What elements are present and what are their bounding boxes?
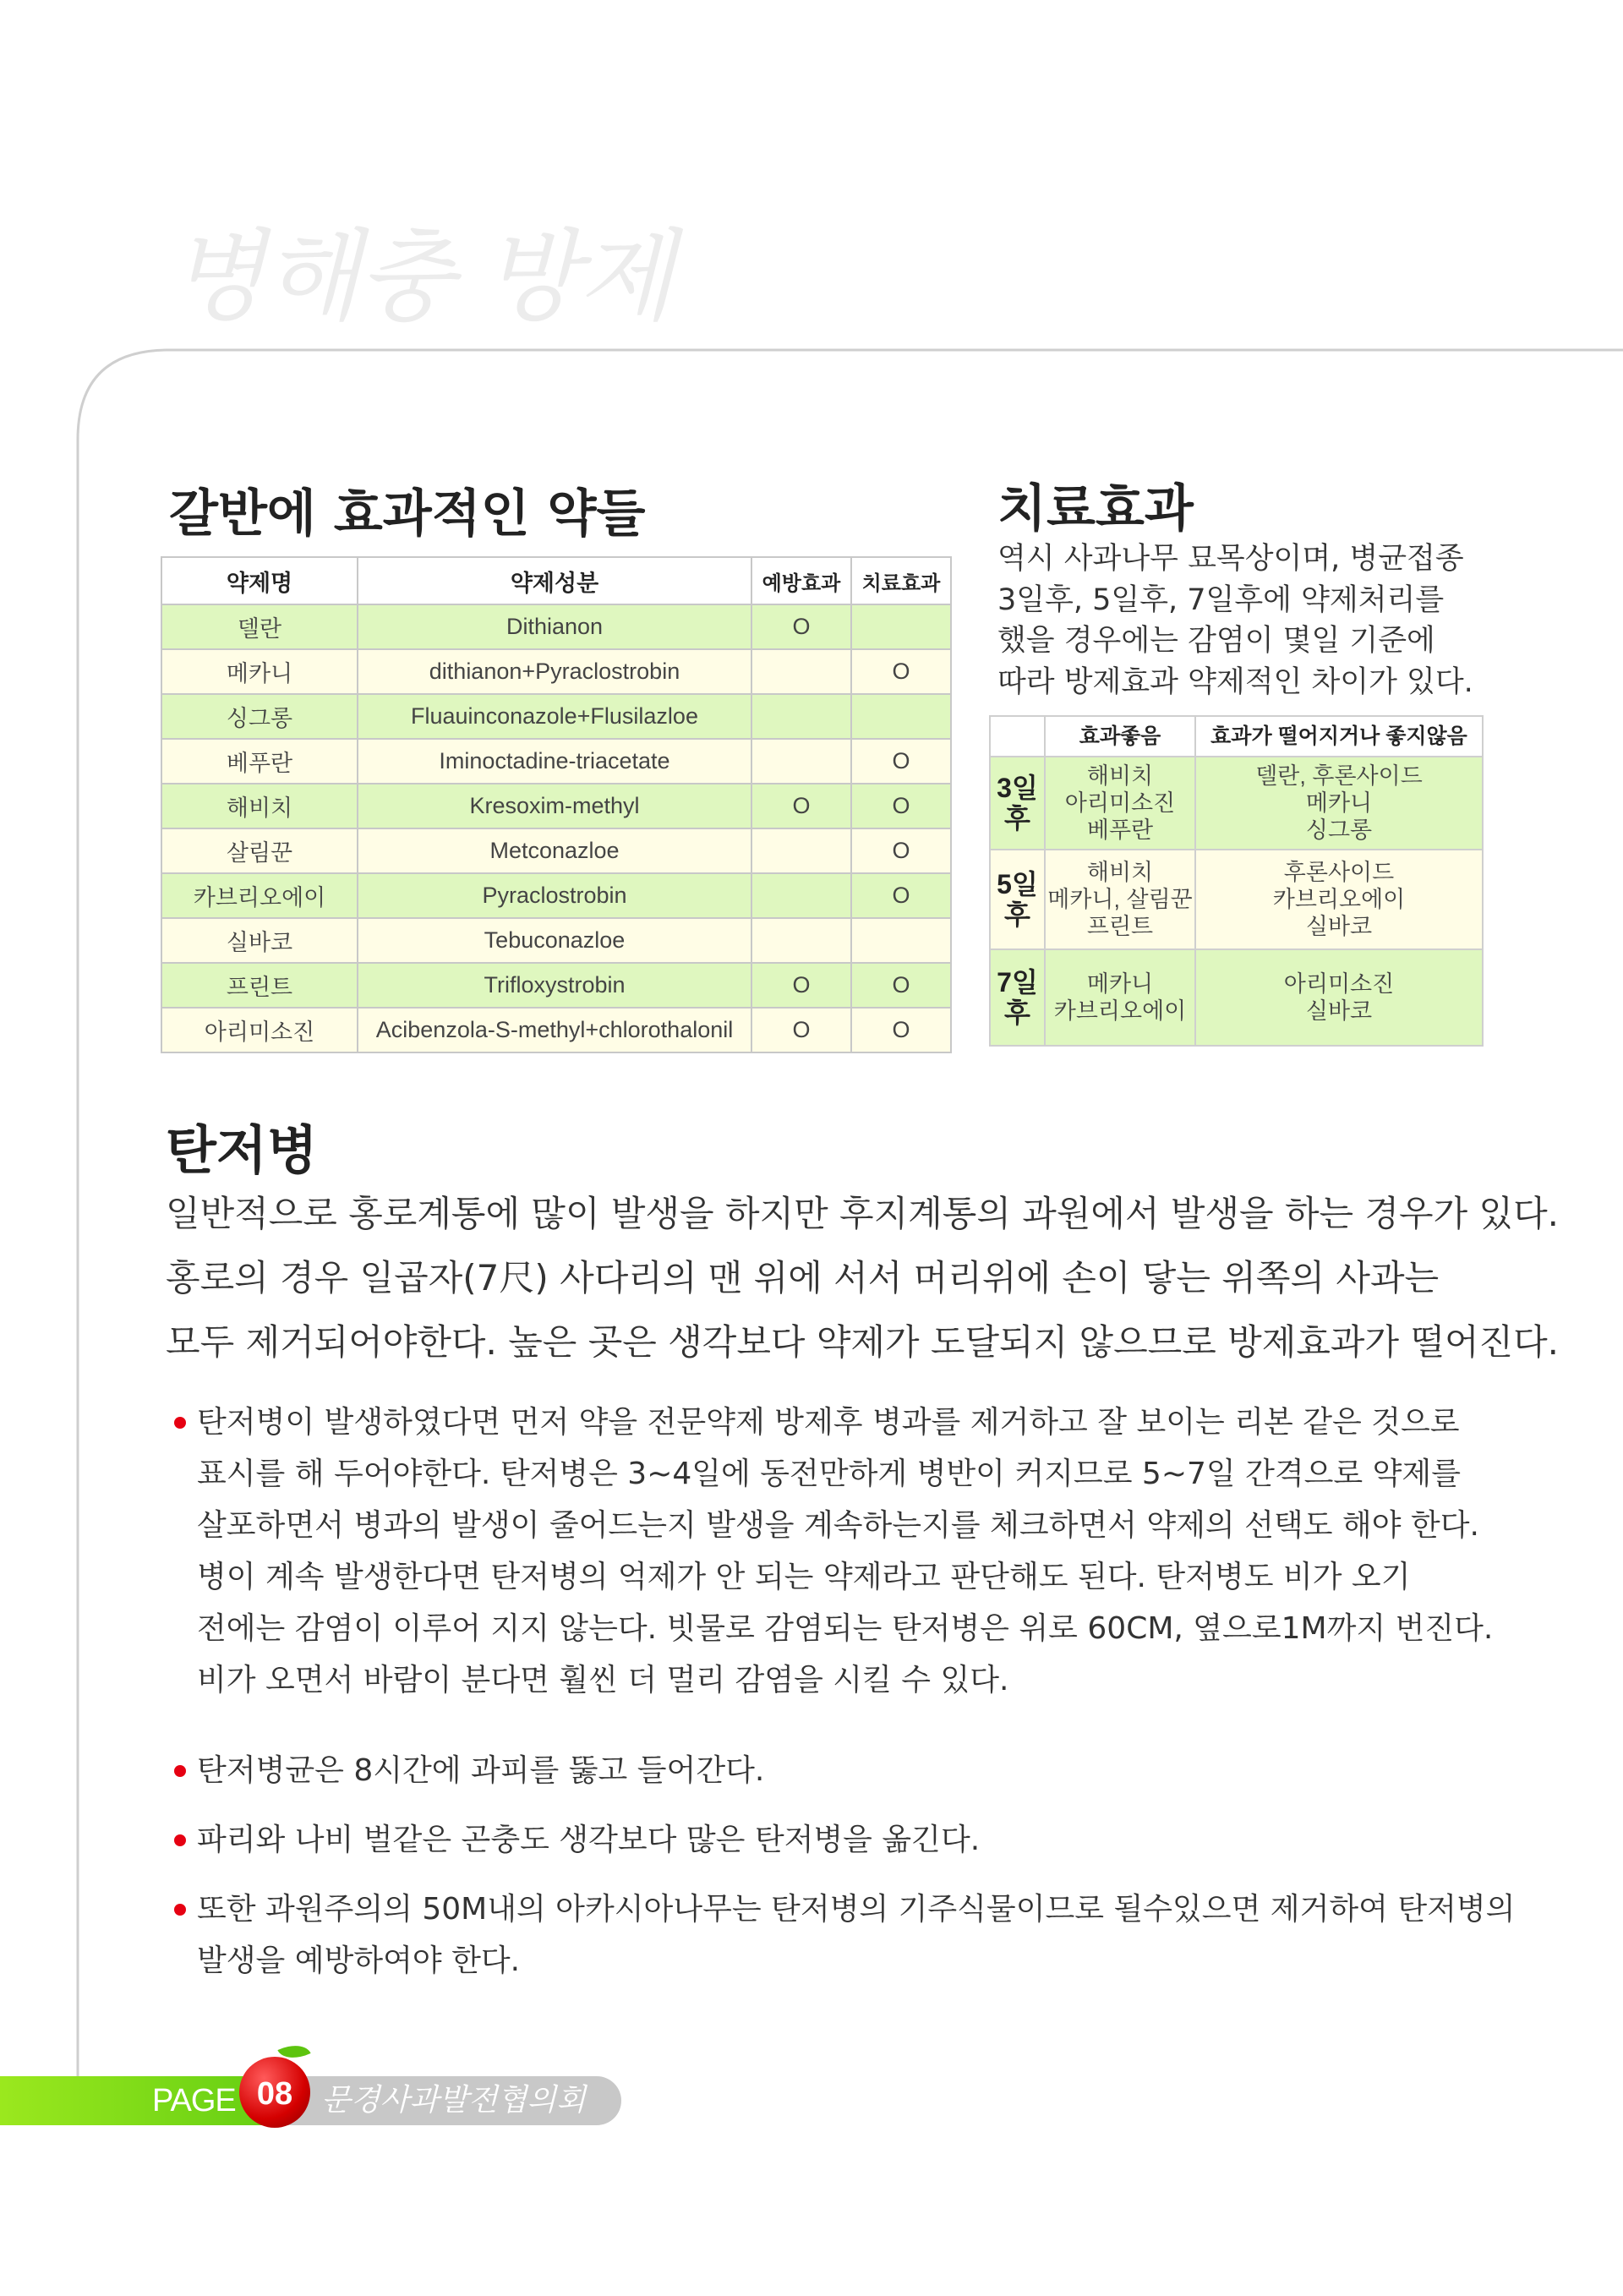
drug-name: 실바코 <box>161 918 358 963</box>
prevention-mark: O <box>751 1008 851 1052</box>
day-label: 5일 후 <box>990 850 1045 949</box>
drug-ingredient: Fluauinconazole+Flusilazloe <box>358 694 751 739</box>
prevention-mark <box>751 649 851 694</box>
drug-name: 메카니 <box>161 649 358 694</box>
treatment-line: 3일후, 5일후, 7일후에 약제처리를 <box>997 582 1445 617</box>
table-row <box>161 828 951 873</box>
treatment-mark: O <box>851 784 951 828</box>
drug-name: 살림꾼 <box>161 828 358 873</box>
treatment-description <box>997 538 1522 702</box>
drug-ingredient: Trifloxystrobin <box>358 963 751 1008</box>
timing-table <box>989 715 1484 1047</box>
ineffective-drugs: 후론사이드 카브리오에이 실바코 <box>1195 850 1483 949</box>
treatment-line: 역시 사과나무 묘목상이며, 병균접종 <box>997 542 1464 576</box>
bullet-text: 파리와 나비 벌같은 곤충도 생각보다 많은 탄저병을 옮긴다. <box>197 1823 981 1857</box>
table-row <box>161 604 951 649</box>
section-label: 병해충 방제 <box>169 218 673 335</box>
prevention-mark <box>751 828 851 873</box>
table-row <box>161 873 951 918</box>
treatment-mark <box>851 694 951 739</box>
prevention-mark: O <box>751 963 851 1008</box>
table-row <box>990 949 1483 1046</box>
table-row <box>990 757 1483 850</box>
treatment-mark <box>851 918 951 963</box>
drug-name: 아리미소진 <box>161 1008 358 1052</box>
drug-ingredient: Kresoxim-methyl <box>358 784 751 828</box>
effective-drugs: 해비치 메카니, 살림꾼 프린트 <box>1045 850 1195 949</box>
bullet-text: 또한 과원주의의 50M내의 아카시아나무는 탄저병의 기주식물이므로 될수있으면 제거하여 탄저병의 발생을 예방하여야 한다. <box>197 1892 1516 1978</box>
drug-table-header <box>161 557 951 604</box>
drug-table <box>161 556 952 1053</box>
ineffective-drugs: 델란, 후론사이드 메카니 싱그롱 <box>1195 757 1483 850</box>
treatment-mark: O <box>851 873 951 918</box>
bullet-text: 탄저병이 발생하였다면 먼저 약을 전문약제 방제후 병과를 제거하고 잘 보이는 리본 같은 것으로 표시를 해 두어야한다. 탄저병은 3~4일에 동전만하게 병반이 커지므로 5~7일 간격으로 약제를 살포하면서 병과의 발생이 줄어드는지 발생을 계속하는지를 체크하면서 약제의 선택도 해야 한다. 병이 계속 발생한다면 탄저병의 억제가 안 되는 약제라고 판단해도 된다. 탄저병도 비가 오기 전에는 감염이 이루어 지지 않는다. 빗물로 감염되는 탄저병은 위로 60CM, 옆으로1M까지 번진다. 비가 오면서 바람이 분다면 훨씬 더 멀리 감염을 시킬 수 있다. <box>197 1405 1494 1697</box>
drug-ingredient: Acibenzola-S-methyl+chlorothalonil <box>358 1008 751 1052</box>
table-row <box>990 850 1483 949</box>
anthracnose-title: 탄저병 <box>166 1119 318 1181</box>
drug-name: 프린트 <box>161 963 358 1008</box>
prevention-mark <box>751 873 851 918</box>
treatment-mark: O <box>851 963 951 1008</box>
prevention-mark: O <box>751 784 851 828</box>
table-row <box>161 784 951 828</box>
treatment-line: 했을 경우에는 감염이 몇일 기준에 <box>997 624 1435 658</box>
paragraph-line: 홍로의 경우 일곱자(7尺) 사다리의 맨 위에 서서 머리위에 손이 닿는 위쪽의 사과는 <box>166 1257 1440 1298</box>
drug-ingredient: Pyraclostrobin <box>358 873 751 918</box>
table-row <box>161 739 951 784</box>
treatment-mark: O <box>851 649 951 694</box>
header-prevention: 예방효과 <box>751 557 851 604</box>
treatment-mark <box>851 604 951 649</box>
timing-table-header <box>990 716 1483 757</box>
drug-ingredient: Metconazloe <box>358 828 751 873</box>
drug-name: 싱그롱 <box>161 694 358 739</box>
effective-drugs: 해비치 아리미소진 베푸란 <box>1045 757 1195 850</box>
drug-ingredient: Tebuconazloe <box>358 918 751 963</box>
day-label: 7일 후 <box>990 949 1045 1046</box>
paragraph-line: 모두 제거되어야한다. 높은 곳은 생각보다 약제가 도달되지 않으므로 방제효과가 떨어진다. <box>166 1321 1560 1363</box>
treatment-line: 따라 방제효과 약제적인 차이가 있다. <box>997 664 1473 699</box>
prevention-mark: O <box>751 604 851 649</box>
header-effective: 효과좋음 <box>1045 716 1195 757</box>
header-day <box>990 716 1045 757</box>
table-row <box>161 1008 951 1052</box>
bullet-icon <box>174 1417 186 1429</box>
paragraph-line: 일반적으로 홍로계통에 많이 발생을 하지만 후지계통의 과원에서 발생을 하는 경우가 있다. <box>166 1193 1560 1234</box>
prevention-mark <box>751 739 851 784</box>
drug-ingredient: dithianon+Pyraclostrobin <box>358 649 751 694</box>
effective-drugs: 메카니 카브리오에이 <box>1045 949 1195 1046</box>
prevention-mark <box>751 694 851 739</box>
header-treatment: 치료효과 <box>851 557 951 604</box>
drug-name: 베푸란 <box>161 739 358 784</box>
treatment-title: 치료효과 <box>997 479 1194 538</box>
anthracnose-paragraph <box>166 1182 1560 1375</box>
day-label: 3일 후 <box>990 757 1045 850</box>
header-drug-name: 약제명 <box>161 557 358 604</box>
treatment-mark: O <box>851 739 951 784</box>
drug-name: 해비치 <box>161 784 358 828</box>
page-word: PAGE <box>152 2083 236 2118</box>
bullet-text: 탄저병균은 8시간에 과피를 뚫고 들어간다. <box>197 1753 765 1788</box>
page-number: 08 <box>256 2076 293 2112</box>
drugs-title: 갈반에 효과적인 약들 <box>169 484 646 544</box>
prevention-mark <box>751 918 851 963</box>
drug-name: 카브리오에이 <box>161 873 358 918</box>
ineffective-drugs: 아리미소진 실바코 <box>1195 949 1483 1046</box>
drug-ingredient: Dithianon <box>358 604 751 649</box>
organization-name: 문경사과발전협의회 <box>321 2083 586 2118</box>
treatment-mark: O <box>851 1008 951 1052</box>
treatment-mark: O <box>851 828 951 873</box>
table-row <box>161 649 951 694</box>
header-ingredient: 약제성분 <box>358 557 751 604</box>
table-row <box>161 694 951 739</box>
table-row <box>161 963 951 1008</box>
bullet-icon <box>174 1904 186 1916</box>
table-row <box>161 918 951 963</box>
drug-ingredient: Iminoctadine-triacetate <box>358 739 751 784</box>
header-ineffective: 효과가 떨어지거나 좋지않음 <box>1195 716 1483 757</box>
drug-name: 델란 <box>161 604 358 649</box>
bullet-icon <box>174 1765 186 1777</box>
bullet-icon <box>174 1834 186 1846</box>
